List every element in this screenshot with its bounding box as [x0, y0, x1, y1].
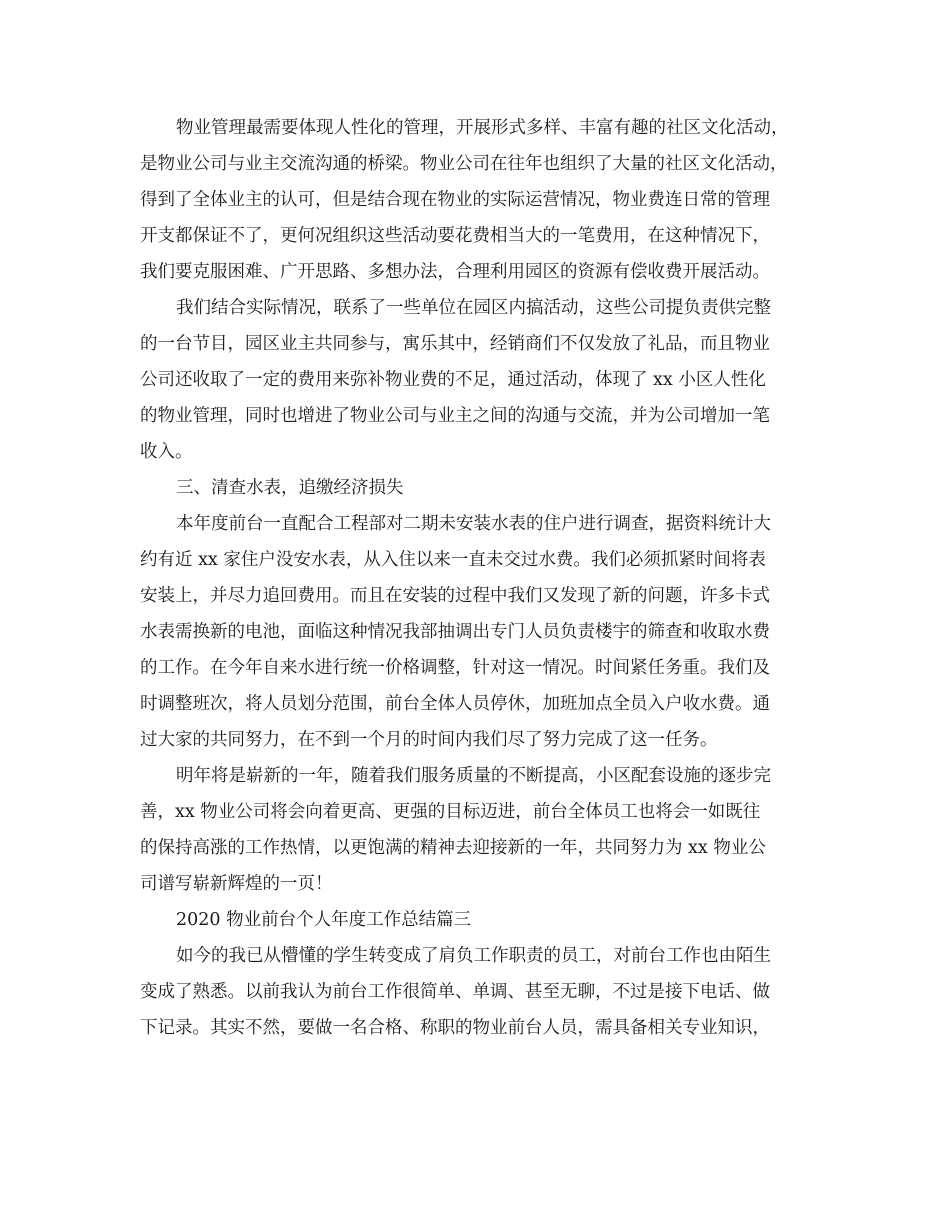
paragraph-line: 安装上，并尽力追回费用。而且在安装的过程中我们又发现了新的问题，许多卡式: [140, 586, 770, 606]
paragraph-line: 我们结合实际情况，联系了一些单位在园区内搞活动，这些公司提负责供完整: [176, 298, 771, 318]
paragraph-line: 水表需换新的电池，面临这种情况我部抽调出专门人员负责楼宇的筛查和收取水费: [140, 622, 770, 642]
paragraph-line: 物业管理最需要体现人性化的管理，开展形式多样、丰富有趣的社区文化活动，: [176, 118, 789, 138]
paragraph-line: 得到了全体业主的认可，但是结合现在物业的实际运营情况，物业费连日常的管理: [140, 190, 770, 210]
paragraph-line: 公司还收取了一定的费用来弥补物业费的不足，通过活动，体现了 xx 小区人性化: [140, 370, 766, 390]
paragraph-line: 开支都保证不了，更何况组织这些活动要花费相当大的一笔费用，在这种情况下，: [140, 226, 770, 246]
paragraph-line: 下记录。其实不然，要做一名合格、称职的物业前台人员，需具备相关专业知识，: [140, 1018, 770, 1038]
paragraph-line: 如今的我已从懵懂的学生转变成了肩负工作职责的员工，对前台工作也由陌生: [176, 946, 771, 966]
paragraph-line: 的一台节目，园区业主共同参与，寓乐其中，经销商们不仅发放了礼品，而且物业: [140, 334, 770, 354]
article-title: 2020 物业前台个人年度工作总结篇三: [176, 910, 472, 930]
paragraph-line: 变成了熟悉。以前我认为前台工作很简单、单调、甚至无聊，不过是接下电话、做: [140, 982, 770, 1002]
paragraph-line: 的工作。在今年自来水进行统一价格调整，针对这一情况。时间紧任务重。我们及: [140, 658, 770, 678]
paragraph-line: 过大家的共同努力，在不到一个月的时间内我们尽了努力完成了这一任务。: [140, 730, 718, 750]
paragraph-line: 时调整班次，将人员划分范围，前台全体人员停休，加班加点全员入户收水费。通: [140, 694, 770, 714]
paragraph-line: 明年将是崭新的一年，随着我们服务质量的不断提高，小区配套设施的逐步完: [176, 766, 771, 786]
paragraph-line: 我们要克服困难、广开思路、多想办法，合理利用园区的资源有偿收费开展活动。: [140, 262, 770, 282]
section-heading: 三、清查水表，追缴经济损失: [176, 478, 404, 498]
paragraph-line: 的物业管理，同时也增进了物业公司与业主之间的沟通与交流，并为公司增加一笔: [140, 406, 770, 426]
paragraph-line: 约有近 xx 家住户没安水表，从入住以来一直未交过水费。我们必须抓紧时间将表: [140, 550, 766, 570]
paragraph-line: 的保持高涨的工作热情，以更饱满的精神去迎接新的一年，共同努力为 xx 物业公: [140, 838, 766, 858]
paragraph-line: 善，xx 物业公司将会向着更高、更强的目标迈进，前台全体员工也将会一如既往: [140, 802, 761, 822]
paragraph-line: 司谱写崭新辉煌的一页！: [140, 874, 333, 894]
paragraph-line: 本年度前台一直配合工程部对二期未安装水表的住户进行调查，据资料统计大: [176, 514, 771, 534]
paragraph-line: 收入。: [140, 442, 193, 462]
paragraph-line: 是物业公司与业主交流沟通的桥梁。物业公司在往年也组织了大量的社区文化活动，: [140, 154, 788, 174]
